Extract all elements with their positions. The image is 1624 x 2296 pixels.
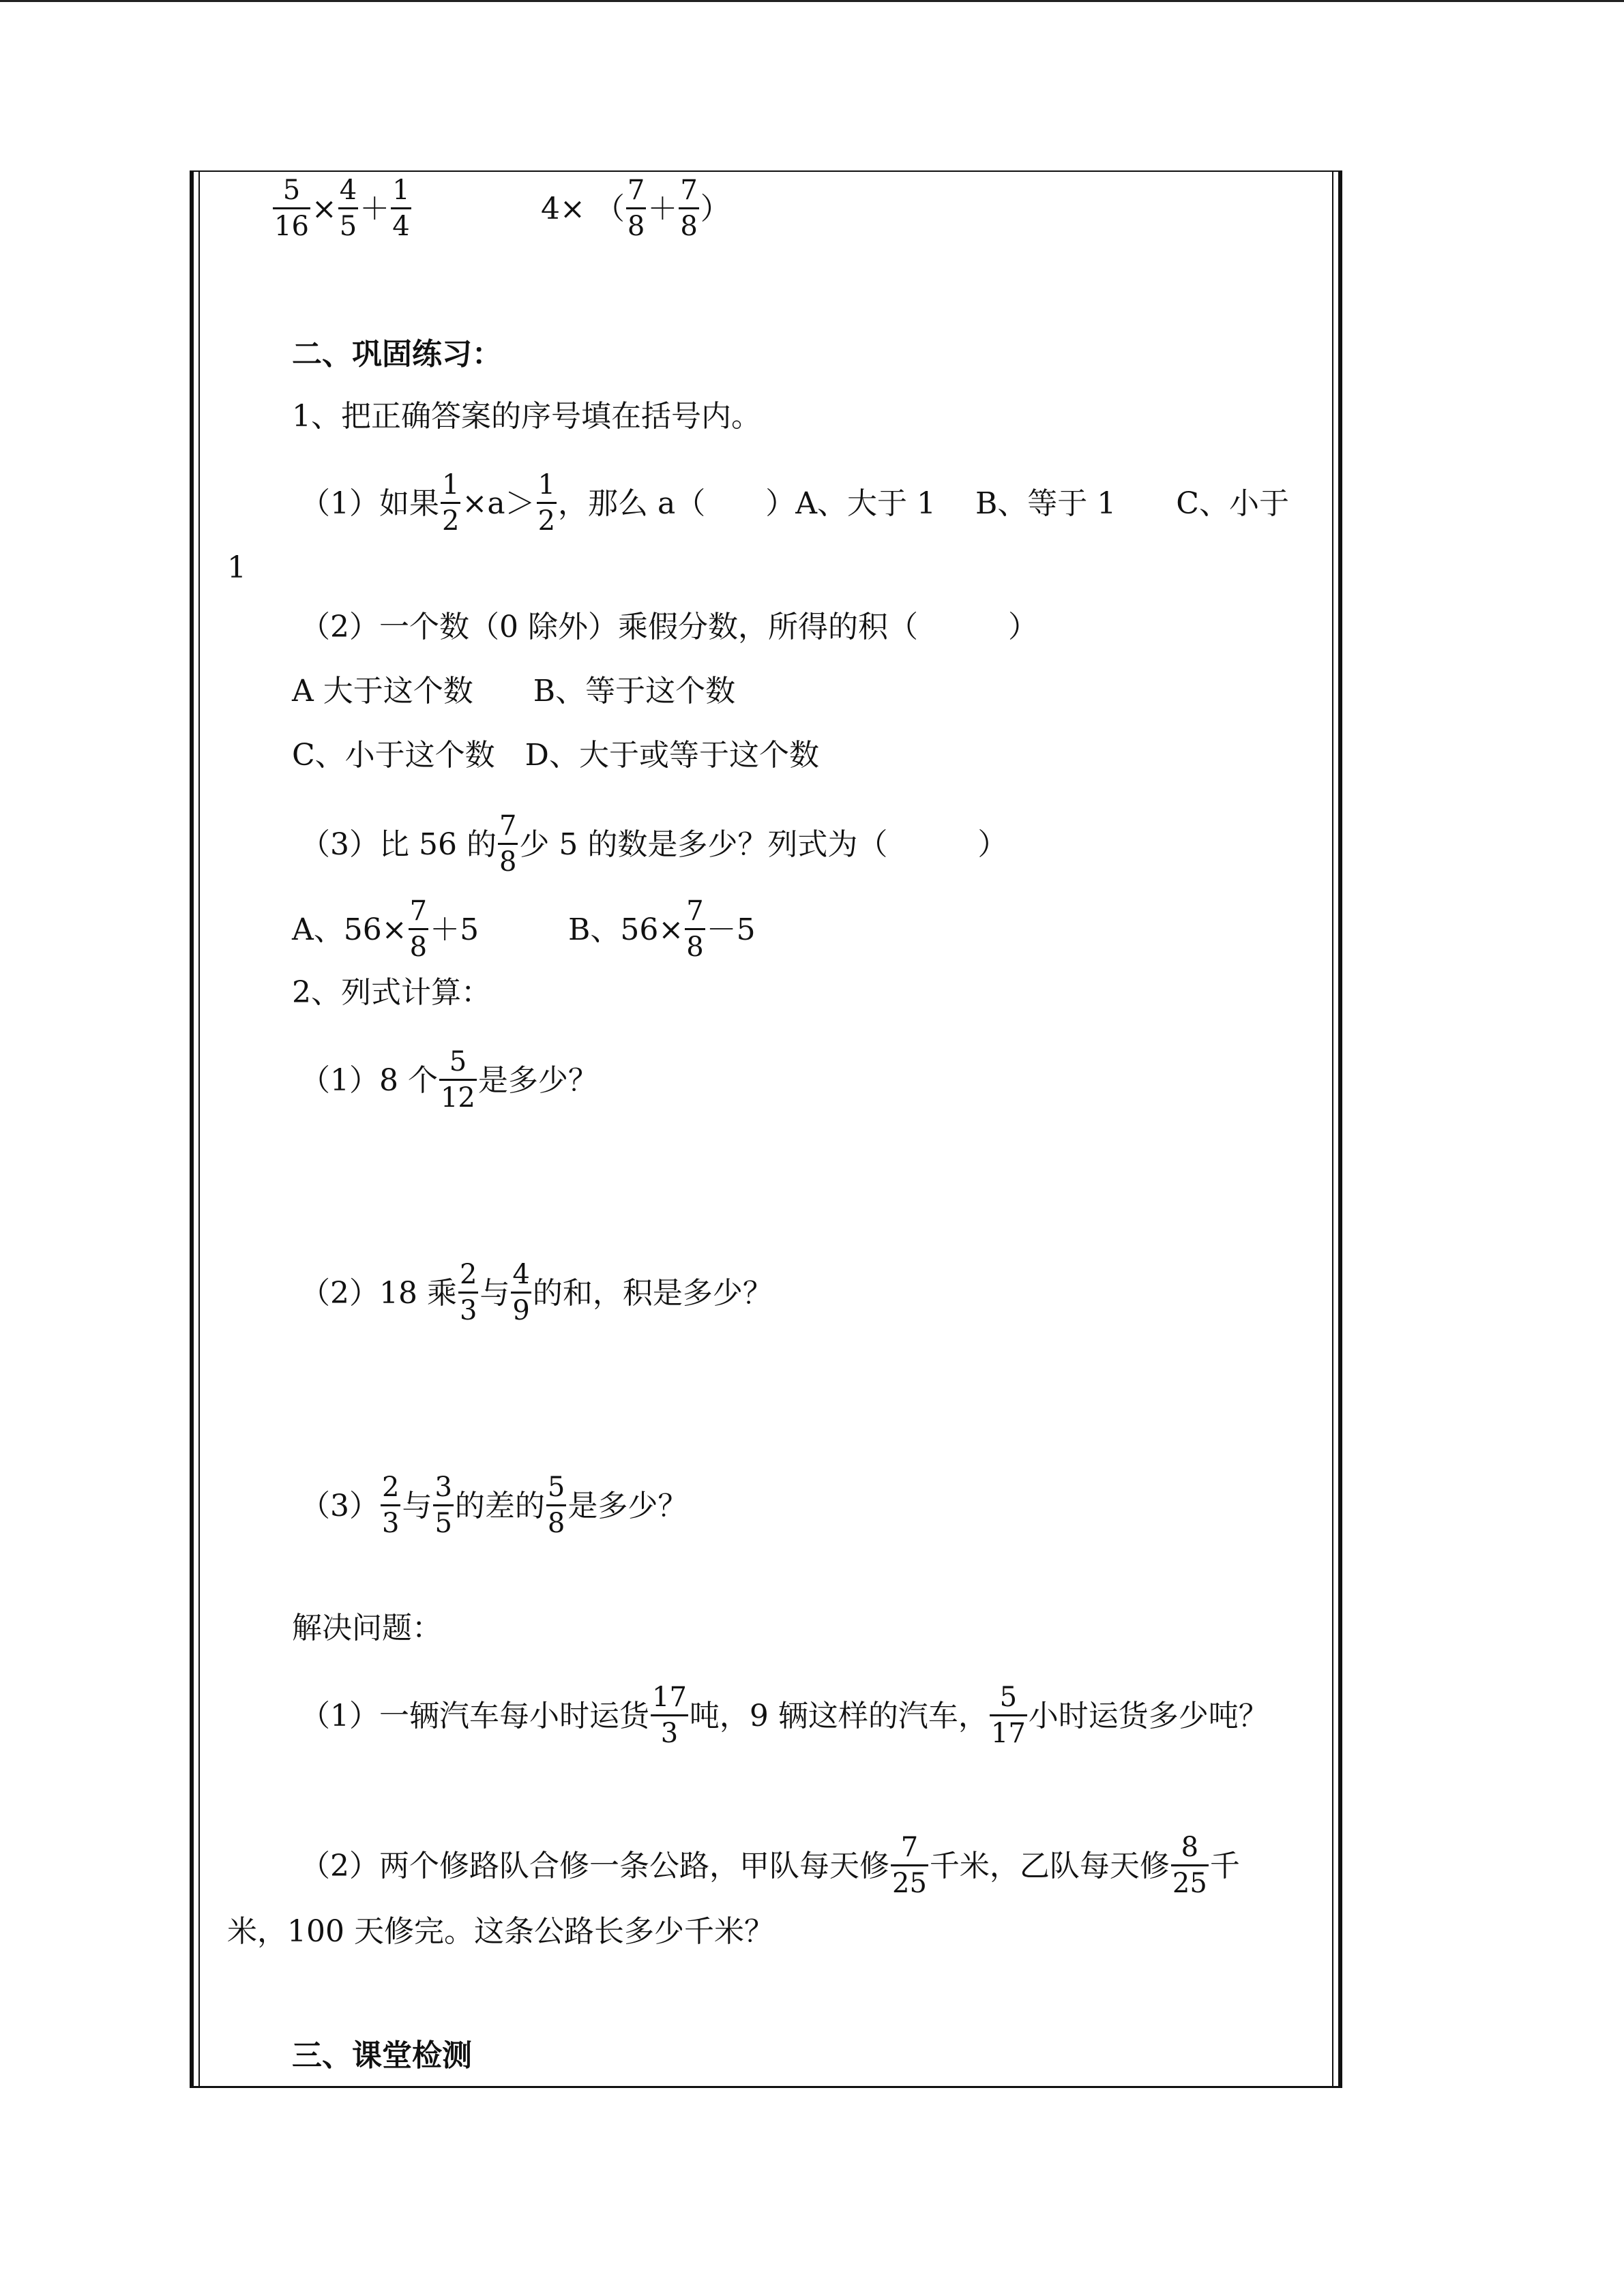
fraction: $\frac{1}{4}$ — [392, 175, 410, 242]
fraction: $\frac{7}{8}$ — [627, 175, 645, 242]
q1-3-option-a: A、56× $\frac{7}{8}$ ＋5 — [292, 895, 479, 963]
fraction: $\frac{2}{3}$ — [459, 1259, 477, 1326]
calc-expression-1: $\frac{5}{16}$ × $\frac{4}{5}$ ＋ $\frac{1}{4}$ — [274, 175, 410, 242]
fraction: $\frac{7}{8}$ — [499, 810, 517, 878]
q1-intro: 1、把正确答案的序号填在括号内。 — [292, 399, 761, 434]
fraction: $\frac{2}{3}$ — [382, 1472, 400, 1539]
fraction: $\frac{4}{5}$ — [339, 175, 357, 242]
problem-2-wrap: 米，100 天修完。这条公路长多少千米？ — [227, 1914, 774, 1949]
fraction: $\frac{7}{8}$ — [680, 175, 698, 242]
q1-3: （3）比 56 的 $\frac{7}{8}$ 少 5 的数是多少？列式为（ ） — [300, 810, 1008, 878]
fraction: $\frac{7}{8}$ — [686, 895, 704, 963]
calc-expression-2: 4× （ $\frac{7}{8}$ ＋ $\frac{7}{8}$ ） — [541, 175, 730, 242]
frame-left-thick — [190, 170, 194, 2088]
problem-1: （1）一辆汽车每小时运货 $\frac{17}{3}$ 吨，9 辆这样的汽车， $\frac{5}{17}$ 小时运货多少吨？ — [300, 1682, 1269, 1749]
q1-1-wrap: 1 — [227, 550, 246, 585]
frame-left-thin — [198, 170, 200, 2088]
q2-2: （2）18 乘 $\frac{2}{3}$ 与 $\frac{4}{9}$ 的和，积是多少？ — [300, 1259, 773, 1326]
fraction: $\frac{5}{16}$ — [274, 175, 309, 242]
frame-right-thick — [1338, 170, 1342, 2088]
frame-top — [190, 170, 1342, 172]
fraction: $\frac{17}{3}$ — [652, 1682, 687, 1749]
q2-3: （3） $\frac{2}{3}$ 与 $\frac{3}{5}$ 的差的 $\frac{5}{8}$ 是多少？ — [300, 1472, 688, 1539]
q1-2: （2）一个数（0 除外）乘假分数，所得的积（ ） — [300, 610, 1038, 644]
problem-2: （2）两个修路队合修一条公路，甲队每天修 $\frac{7}{25}$ 千米，乙队每天修 $\frac{8}{25}$ 千 — [300, 1832, 1240, 1899]
frame-right-thin — [1332, 170, 1333, 2088]
section-2-title: 二、巩固练习： — [292, 337, 502, 372]
q1-1: （1）如果 $\frac{1}{2}$ ×a＞ $\frac{1}{2}$ ，那么 a（ ）A、大于 1 B、等于 1 C、小于 — [300, 469, 1289, 537]
fraction: $\frac{8}{25}$ — [1172, 1832, 1207, 1899]
frame-bottom — [190, 2086, 1342, 2088]
q2-intro: 2、列式计算： — [292, 975, 491, 1010]
fraction: $\frac{1}{2}$ — [442, 469, 460, 537]
page-top-border — [0, 0, 1624, 2]
fraction: $\frac{1}{2}$ — [537, 469, 556, 537]
q1-3-option-b: B、56× $\frac{7}{8}$ －5 — [568, 895, 756, 963]
q1-2-options-2: C、小于这个数 D、大于或等于这个数 — [292, 738, 819, 773]
fraction: $\frac{3}{5}$ — [434, 1472, 452, 1539]
section-3-title: 三、课堂检测 — [292, 2038, 472, 2073]
fraction: $\frac{7}{8}$ — [409, 895, 428, 963]
q1-2-options-1: A 大于这个数 B、等于这个数 — [292, 674, 736, 709]
fraction: $\frac{5}{12}$ — [440, 1046, 475, 1114]
fraction: $\frac{5}{8}$ — [547, 1472, 565, 1539]
solve-title: 解决问题： — [292, 1611, 442, 1645]
fraction: $\frac{5}{17}$ — [990, 1682, 1026, 1749]
fraction: $\frac{4}{9}$ — [512, 1259, 530, 1326]
table-frame — [190, 170, 1342, 2088]
q2-1: （1）8 个 $\frac{5}{12}$ 是多少？ — [300, 1046, 598, 1114]
fraction: $\frac{7}{25}$ — [892, 1832, 927, 1899]
